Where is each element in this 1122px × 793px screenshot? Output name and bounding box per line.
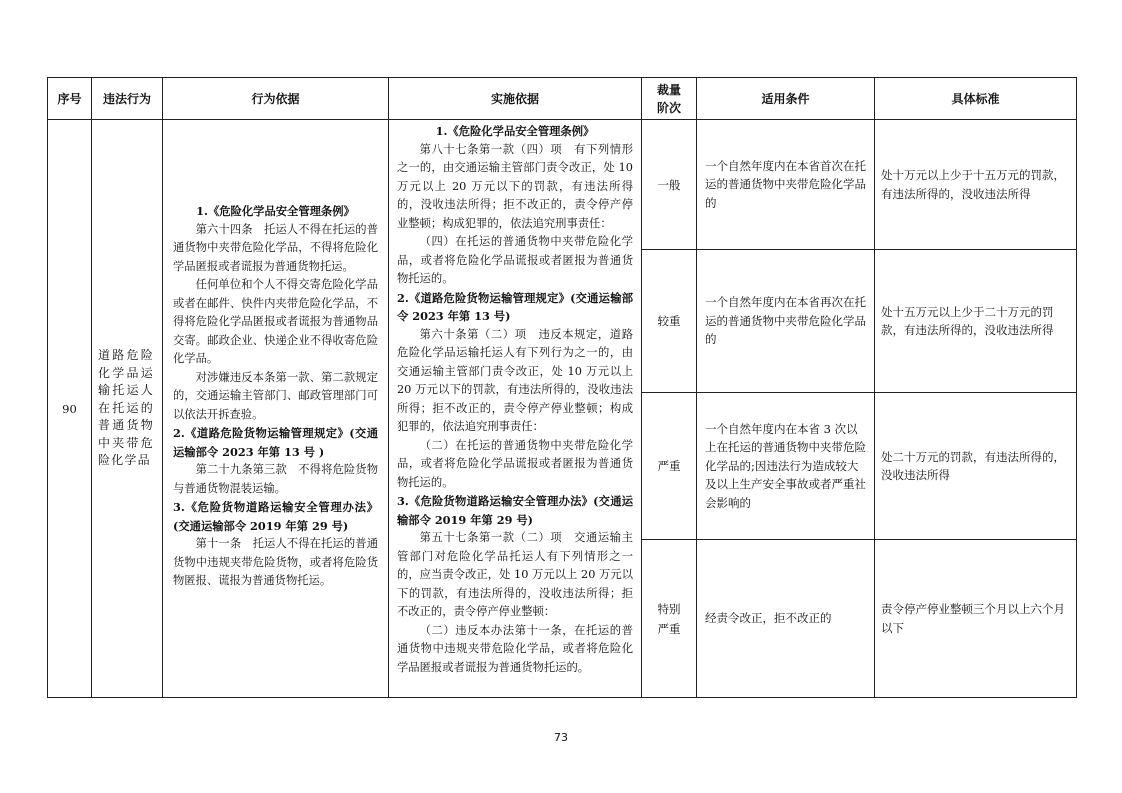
level-cell: [642, 250, 697, 393]
violation-cell: 道路危险化学品运输托运人在托运的普通货物中夹带危险化学品: [92, 120, 163, 698]
implementation-paragraph: （二）在托运的普通货物中夹带危险化学品，或者将危险化学品谎报或者匿报为普通货物托运的。: [397, 438, 633, 489]
header-no: 序号: [48, 78, 92, 120]
basis-paragraph: 2.《道路危险货物运输管理规定》(交通运输部令 2023 年第 13 号 ): [173, 426, 378, 459]
basis-paragraph: 第十一条 托运人不得在托运的普通货物中违规夹带危险货物，或者将危险货物匿报、谎报为普通货物托运。: [173, 537, 378, 587]
header-standard: 具体标准: [875, 78, 1077, 120]
condition-cell: 经责令改正，拒不改正的: [697, 540, 875, 698]
implementation-paragraph: 2.《道路危险货物运输管理规定》(交通运输部令 2023 年第 13 号): [397, 290, 633, 323]
implementation-paragraph: （四）在托运的普通货物中夹带危险化学品，或者将危险化学品谎报或者匿报为普通货物托运的。: [397, 235, 633, 285]
level-label: 严重: [657, 459, 681, 473]
header-level: [642, 78, 697, 120]
basis-paragraph: 第六十四条 托运人不得在托运的普通货物中夹带危险化学品，不得将危险化学品匿报或者谎报为普通货物托运。: [173, 222, 378, 273]
basis-paragraph: 第二十九条第三款 不得将危险货物与普通货物混装运输。: [173, 463, 378, 495]
basis-paragraph: 1.《危险化学品安全管理条例》: [196, 204, 355, 218]
level-label-line1: 特别: [657, 601, 681, 616]
standard-cell: 处二十万元的罚款，有违法所得的，没收违法所得: [875, 393, 1077, 540]
condition-cell: 一个自然年度内在本省 3 次以上在托运的普通货物中夹带危险化学品的;因违法行为造成较大及以上生产安全事故或者严重社会影响的: [697, 393, 875, 540]
level-cell: [642, 120, 697, 250]
basis-cell: [163, 120, 389, 698]
level-cell: [642, 540, 697, 698]
header-implementation: 实施依据: [389, 78, 642, 120]
implementation-paragraph: 第六十条第（二）项 违反本规定，道路危险化学品运输托运人有下列行为之一的，由交通运输主管部门责令改正，处 10 万元以上 20 万元以下的罚款，有违法所得的，没收违法所得；拒不改正的，责令停产停业整顿；构成犯罪的，依法追究刑事责任：: [397, 327, 633, 433]
table-row: [48, 120, 1077, 250]
implementation-paragraph: 3.《危险货物道路运输安全管理办法》(交通运输部令 2019 年第 29 号): [397, 494, 633, 527]
implementation-paragraph: 1.《危险化学品安全管理条例》: [435, 124, 595, 138]
implementation-cell: [389, 120, 642, 698]
basis-paragraph: 对涉嫌违反本条第一款、第二款规定的，交通运输主管部门、邮政管理部门可以依法开拆查验。: [173, 370, 378, 421]
header-condition: 适用条件: [697, 78, 875, 120]
header-level-line2: 阶次: [656, 100, 681, 115]
header-basis: 行为依据: [163, 78, 389, 120]
standard-cell: 责令停产停业整顿三个月以上六个月以下: [875, 540, 1077, 698]
standard-cell: 处十五万元以上少于二十万元的罚款，有违法所得的，没收违法所得: [875, 250, 1077, 393]
implementation-paragraph: （二）违反本办法第十一条，在托运的普通货物中违规夹带危险化学品，或者将危险化学品匿报或者谎报为普通货物托运的。: [397, 623, 633, 674]
basis-paragraph: 任何单位和个人不得交寄危险化学品或者在邮件、快件内夹带危险化学品，不得将危险化学品匿报或者谎报为普通物品交寄。邮政企业、快递企业不得收寄危险化学品。: [173, 278, 378, 365]
level-label: 一般: [657, 177, 681, 192]
condition-cell: 一个自然年度内在本省首次在托运的普通货物中夹带危险化学品的: [697, 120, 875, 250]
implementation-paragraph: 第八十七条第一款（四）项 有下列情形之一的，由交通运输主管部门责令改正，处 10 万元以上 20 万元以下的罚款，有违法所得的，没收违法所得；拒不改正的，责令停产停业整顿；构成犯罪的，依法追究刑事责任：: [397, 142, 633, 230]
header-violation: 违法行为: [92, 78, 163, 120]
implementation-paragraph: 第五十七条第一款（二）项 交通运输主管部门对危险化学品托运人有下列情形之一的，应当责令改正，处 10 万元以上 20 万元以下的罚款，有违法所得的，没收违法所得；拒不改正的，责令停产停业整顿：: [397, 531, 633, 618]
page-number: 73: [554, 731, 568, 744]
level-cell: [642, 393, 697, 540]
header-row: [48, 78, 1077, 120]
row-number: 90: [48, 120, 92, 698]
level-label-line2: 严重: [657, 621, 681, 636]
level-label: 较重: [657, 314, 681, 328]
penalty-table: [47, 77, 1077, 698]
standard-cell: 处十万元以上少于十五万元的罚款，有违法所得的，没收违法所得: [875, 120, 1077, 250]
basis-paragraph: 3.《危险货物道路运输安全管理办法》(交通运输部令 2019 年第 29 号): [173, 500, 378, 533]
condition-cell: 一个自然年度内在本省再次在托运的普通货物中夹带危险化学品的: [697, 250, 875, 393]
header-level-line1: 裁量: [656, 82, 681, 97]
